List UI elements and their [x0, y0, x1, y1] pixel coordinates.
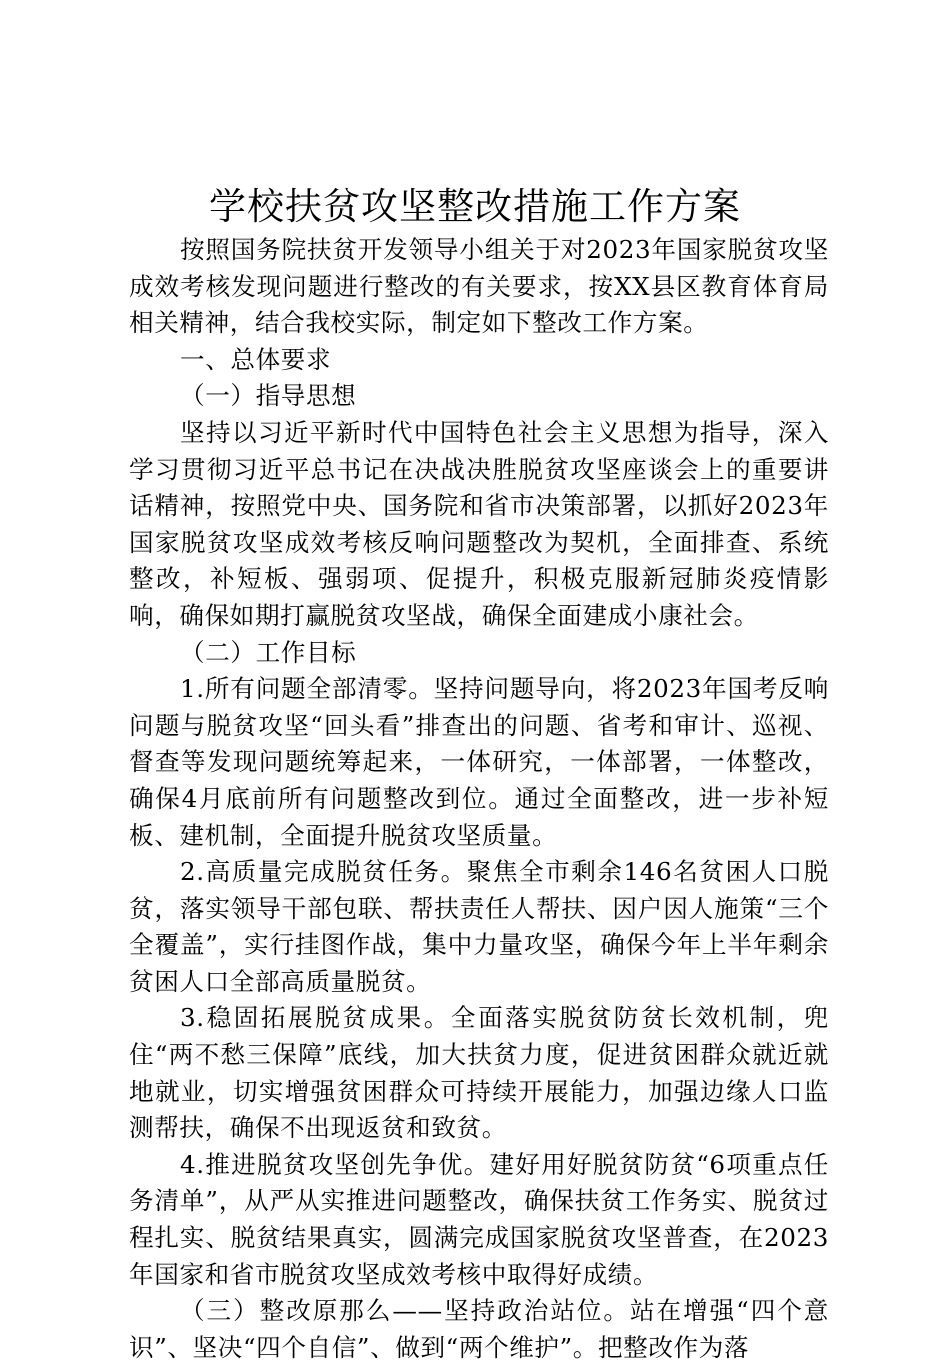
goal-item-2: 2.高质量完成脱贫任务。聚焦全市剩余146名贫困人口脱贫，落实领导干部包联、帮扶责任人帮扶、因户因人施策“三个全覆盖”，实行挂图作战，集中力量攻坚，确保今年上半年剩余贫困人口全部高质量脱贫。 — [129, 857, 829, 996]
guiding-ideology-paragraph: 坚持以习近平新时代中国特色社会主义思想为指导，深入学习贯彻习近平总书记在决战决胜脱贫攻坚座谈会上的重要讲话精神，按照党中央、国务院和省市决策部署，以抓好2023年国家脱贫攻坚成效考核反响问题整改为契机，全面排查、系统整改，补短板、强弱项、促提升，积极克服新冠肺炎疫情影响，确保如期打赢脱贫攻坚战，确保全面建成小康社会。 — [129, 417, 829, 630]
goal-item-4: 4.推进脱贫攻坚创先争优。建好用好脱贫防贫“6项重点任务清单”，从严从实推进问题整改，确保扶贫工作务实、脱贫过程扎实、脱贫结果真实，圆满完成国家脱贫攻坚普查，在2023年国家和省市脱贫攻坚成效考核中取得好成绩。 — [129, 1149, 829, 1289]
section-heading-general-requirements: 一、总体要求 — [180, 344, 332, 374]
subsection-rectification-principles: （三）整改原那么——坚持政治站位。站在增强“四个意识”、坚决“四个自信”、做到“两个维护”。把整改作为落 — [129, 1296, 829, 1362]
document-body — [129, 232, 829, 1366]
goal-item-1: 1.所有问题全部清零。坚持问题导向，将2023年国考反响问题与脱贫攻坚“回头看”排查出的问题、省考和审计、巡视、督查等发现问题统筹起来，一体研究，一体部署，一体整改，确保4月底前所有问题整改到位。通过全面整改，进一步补短板、建机制，全面提升脱贫攻坚质量。 — [129, 674, 829, 850]
document-title: 学校扶贫攻坚整改措施工作方案 — [209, 185, 741, 228]
subsection-heading-work-goals: （二）工作目标 — [180, 637, 357, 667]
goal-item-3: 3.稳固拓展脱贫成果。全面落实脱贫防贫长效机制，兜住“两不愁三保障”底线，加大扶贫力度，促进贫困群众就近就地就业，切实增强贫困群众可持续开展能力，加强边缘人口监测帮扶，确保不出现返贫和致贫。 — [129, 1003, 829, 1143]
subsection-heading-guiding-ideology: （一）指导思想 — [180, 381, 357, 411]
intro-paragraph: 按照国务院扶贫开发领导小组关于对2023年国家脱贫攻坚成效考核发现问题进行整改的有关要求，按XX县区教育体育局相关精神，结合我校实际，制定如下整改工作方案。 — [129, 235, 829, 338]
